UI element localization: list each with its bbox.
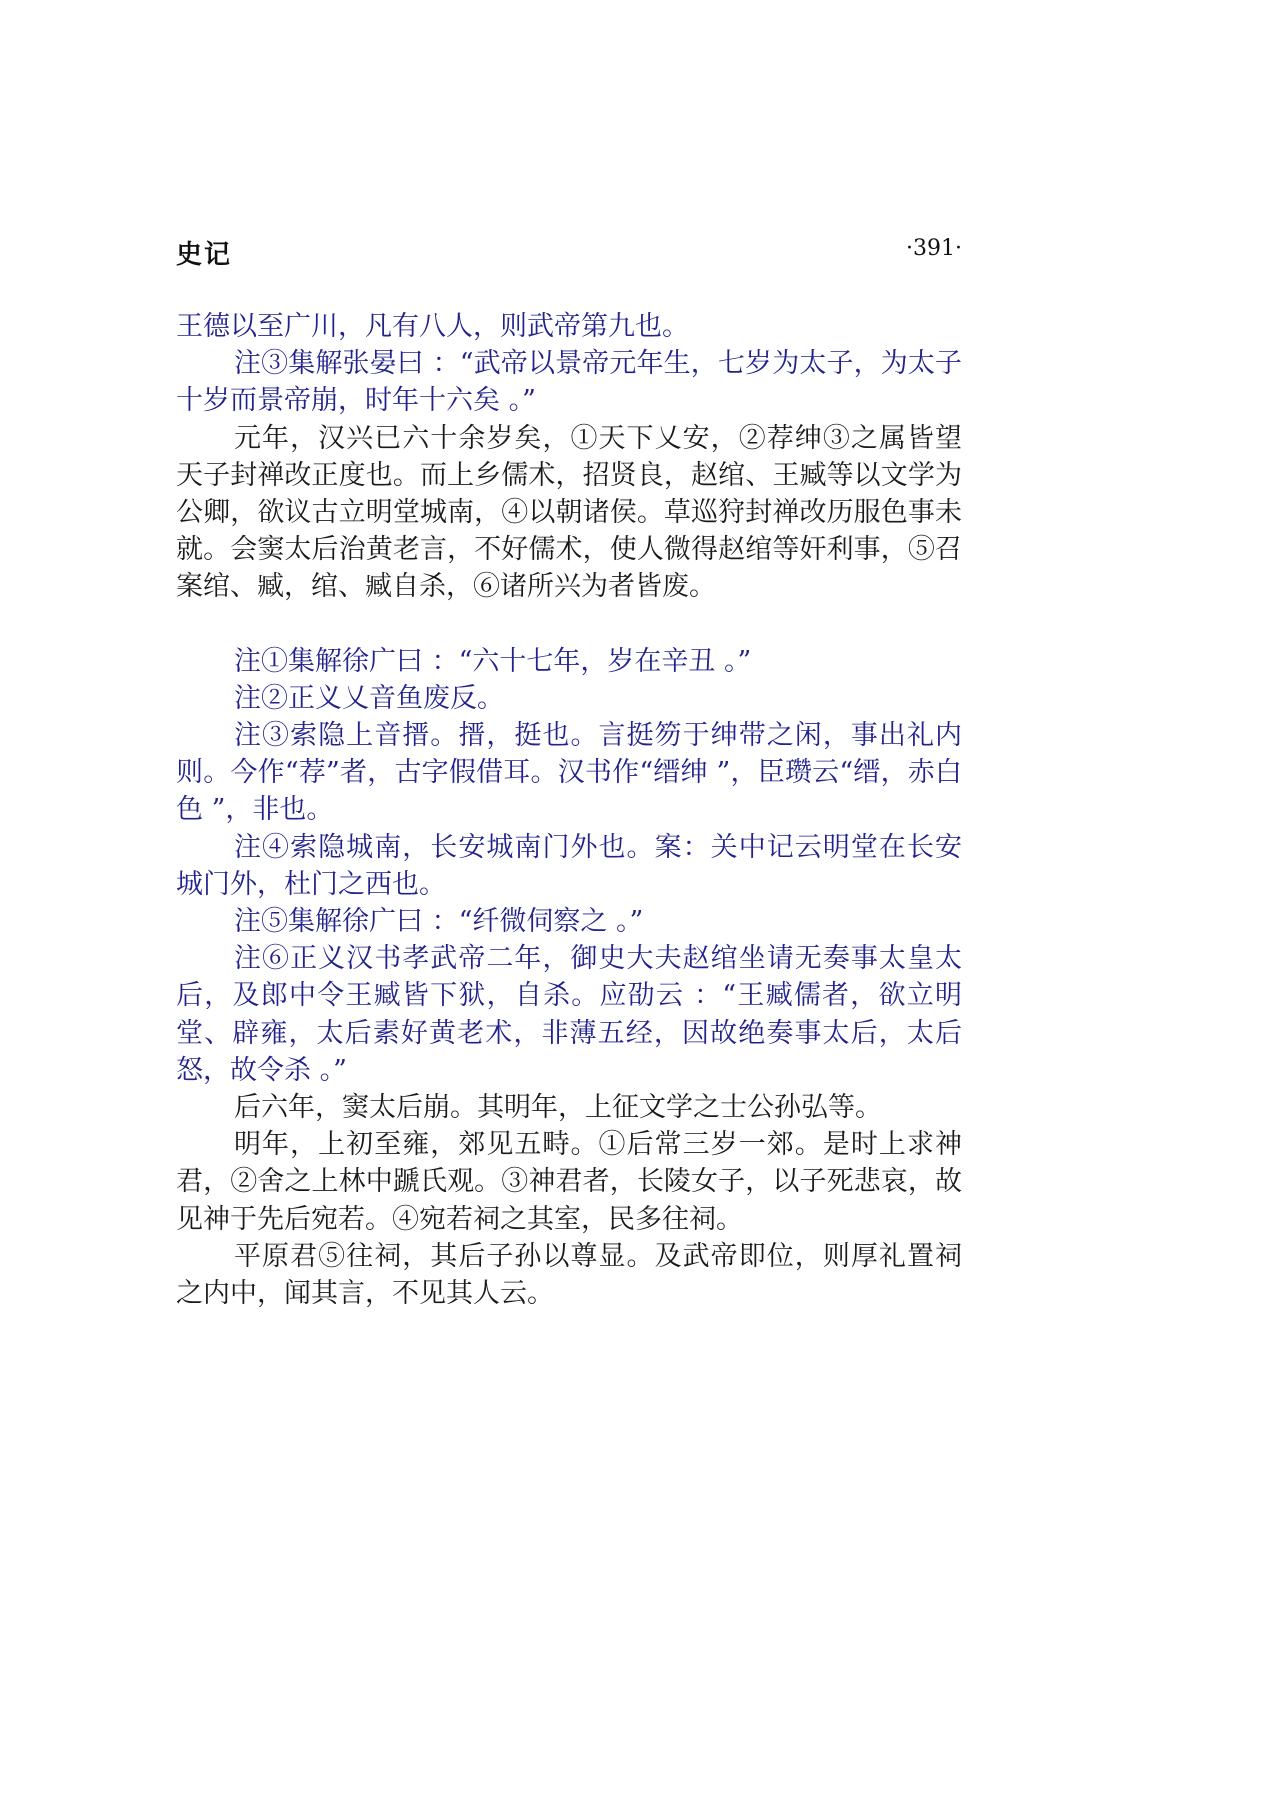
body-text <box>176 308 962 1312</box>
annotation-paragraph: 王德以至广川，凡有八人，则武帝第九也。 <box>176 311 689 342</box>
main-text-paragraph: 元年，汉兴已六十余岁矣，①天下乂安，②荐绅③之属皆望天子封禅改正度也。而上乡儒术，招贤良，赵绾、王臧等以文学为公卿，欲议古立明堂城南，④以朝诸侯。草巡狩封禅改历服色事未就。会窦太后治黄老言，不好儒术，使人微得赵绾等奸利事，⑤召案绾、臧，绾、臧自杀，⑥诸所兴为者皆废。 <box>176 422 962 603</box>
book-title: 史记 <box>176 240 233 270</box>
running-header <box>176 234 962 274</box>
annotation-paragraph: 注③集解张晏曰 ：“武帝以景帝元年生，七岁为太子，为太子十岁而景帝崩，时年十六矣 。” <box>176 348 962 417</box>
annotation-paragraph: 注④索隐城南，长安城南门外也。案：关中记云明堂在长安城门外，杜门之西也。 <box>176 831 962 900</box>
annotation-paragraph: 注⑥正义汉书孝武帝二年，御史大夫赵绾坐请无奏事太皇太后，及郎中令王臧皆下狱，自杀。应劭云 ：“王臧儒者，欲立明堂、辟雍，太后素好黄老术，非薄五经，因故绝奏事太后，太后怒，故令杀 。” <box>176 943 962 1086</box>
annotation-paragraph: 注③索隐上音搢。搢，挺也。言挺笏于绅带之闲，事出礼内则。今作“荐”者，古字假借耳。汉书作“缙绅 ”，臣瓒云“缙，赤白色 ”，非也。 <box>176 720 962 826</box>
annotation-paragraph: 注②正义乂音鱼废反。 <box>234 682 504 714</box>
main-text-paragraph: 明年，上初至雍，郊见五畤。①后常三岁一郊。是时上求神君，②舍之上林中蹏氏观。③神君者，长陵女子，以子死悲哀，故见神于先后宛若。④宛若祠之其室，民多往祠。 <box>176 1129 962 1235</box>
main-text-paragraph: 后六年，窦太后崩。其明年，上征文学之士公孙弘等。 <box>234 1092 882 1124</box>
page-number: ·391· <box>906 236 962 261</box>
annotation-paragraph: 注⑤集解徐广曰 ：“纤微伺察之 。” <box>234 906 644 938</box>
paragraph-gap <box>176 606 962 643</box>
annotation-paragraph: 注①集解徐广曰 ：“六十七年，岁在辛丑 。” <box>234 645 752 677</box>
main-text-paragraph: 平原君⑤往祠，其后子孙以尊显。及武帝即位，则厚礼置祠之内中，闻其言，不见其人云。 <box>176 1240 962 1310</box>
